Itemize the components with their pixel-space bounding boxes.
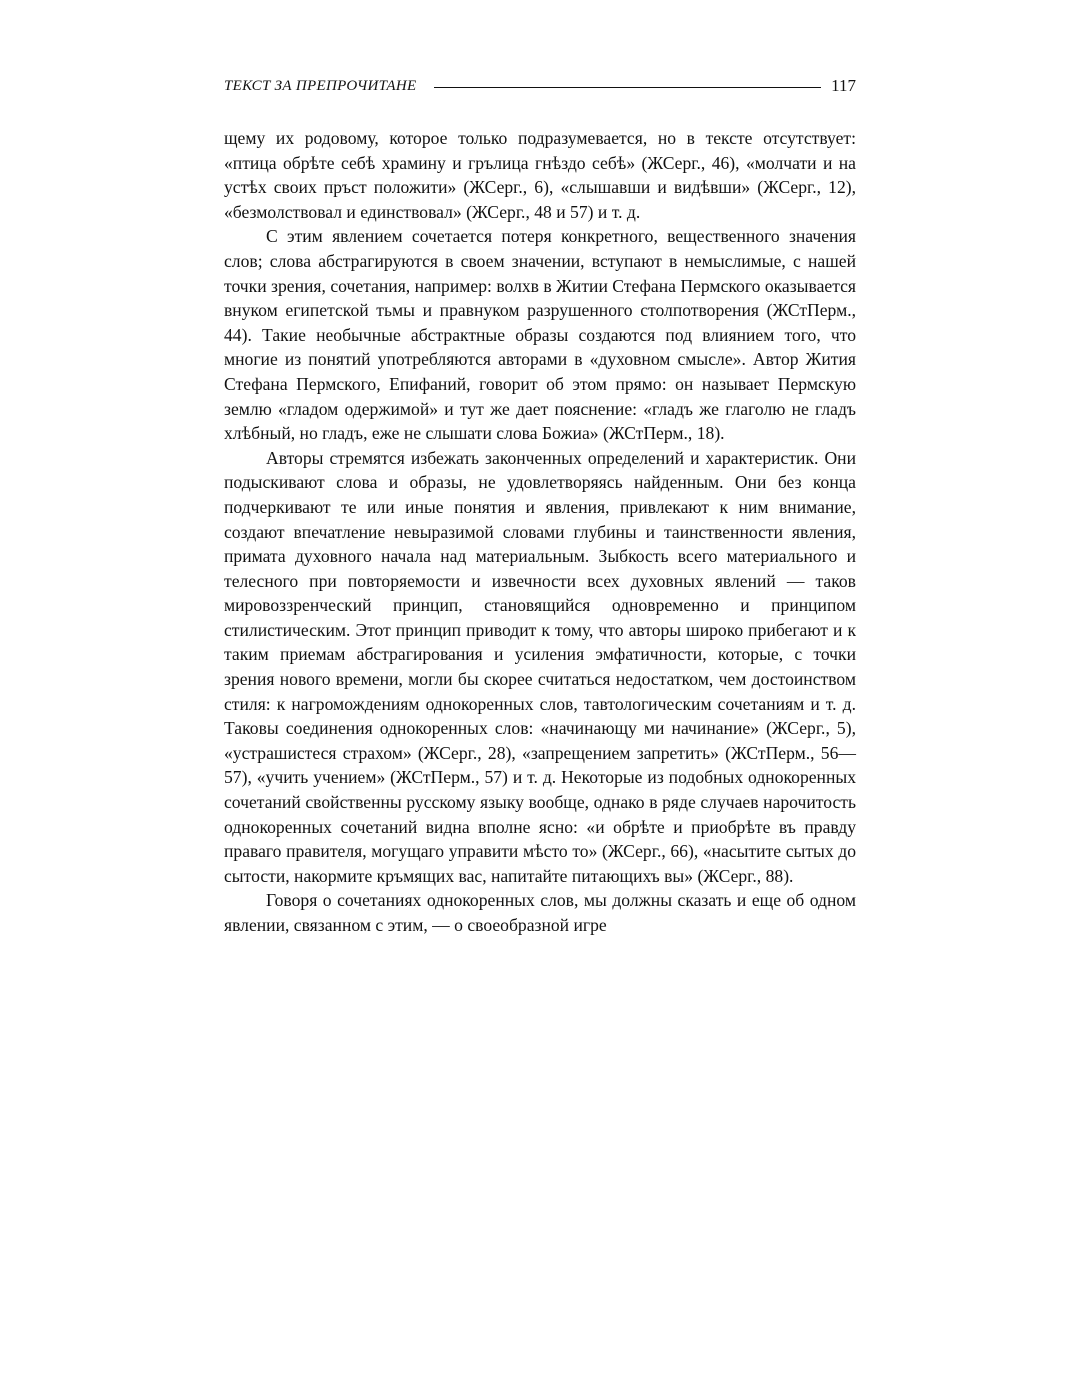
running-header <box>224 74 856 98</box>
paragraph: С этим явлением сочетается потеря конкретного, вещественного значения слов; слова абстрагируются в своем значении, вступают в немыслимые, с нашей точки зрения, сочетания, например: волхв в Житии Стефана Пермского оказывается внуком египетской тьмы и правнуком разрушенного столпотворения (ЖСтПерм., 44). Такие необычные абстрактные образы создаются под влиянием того, что многие из понятий употребляются авторами в «духовном смысле». Автор Жития Стефана Пермского, Епифаний, говорит об этом прямо: он называет Пермскую землю «гладом одержимой» и тут же дает пояснение: «гладъ же глаголю не гладъ хлѣбный, но гладъ, еже не слышати слова Божиа» (ЖСтПерм., 18). <box>224 226 856 444</box>
paragraph: Говоря о сочетаниях однокоренных слов, мы должны сказать и еще об одном явлении, связанном с этим, — о своеобразной игре <box>224 890 856 935</box>
book-page <box>224 74 856 938</box>
page-number: 117 <box>831 76 856 95</box>
header-rule <box>434 87 821 88</box>
body-text <box>224 126 856 938</box>
paragraph: Авторы стремятся избежать законченных определений и характеристик. Они подыскивают слова и образы, не удовлетворяясь найденным. Они без конца подчеркивают те или иные понятия и явления, привлекают к ним внимание, создают впечатление невыразимой словами глубины и таинственности явления, примата духовного начала над материальным. Зыбкость всего материального и телесного при повторяемости и извечности всех духовных явлений — таков мировоззренческий принцип, становящийся одновременно и принципом стилистическим. Этот принцип приводит к тому, что авторы широко прибегают и к таким приемам абстрагирования и усиления эмфатичности, которые, с точки зрения нового времени, могли бы скорее считаться недостатком, чем достоинством стиля: к нагромождениям однокоренных слов, тавтологическим сочетаниям и т. д. Таковы соединения однокоренных слов: «начинающу ми начинание» (ЖСерг., 5), «устрашистеся страхом» (ЖСерг., 28), «запрещением запретить» (ЖСтПерм., 56—57), «учить учением» (ЖСтПерм., 57) и т. д. Некоторые из подобных однокоренных сочетаний свойственны русскому языку вообще, однако в ряде случаев нарочитость однокоренных сочетаний видна вполне ясно: «и обрѣте и приобрѣте въ правду праваго правителя, могущаго управити мѣсто то» (ЖСерг., 66), «насытите сытых до сытости, накормите кръмящих вас, напитайте питающихъ вы» (ЖСерг., 88). <box>224 447 856 886</box>
running-title: ТЕКСТ ЗА ПРЕПРОЧИТАНЕ <box>224 77 417 94</box>
paragraph-continued: щему их родовому, которое только подразумевается, но в тексте отсутствует: «птица обрѣте себѣ храмину и грълица гнѣздо себѣ» (ЖСерг., 46), «молчати и на устѣх своих пръст положити» (ЖСерг., 6), «слышавши и видѣвши» (ЖСерг., 12), «безмолствовал и единствовал» (ЖСерг., 48 и 57) и т. д. <box>224 128 856 222</box>
